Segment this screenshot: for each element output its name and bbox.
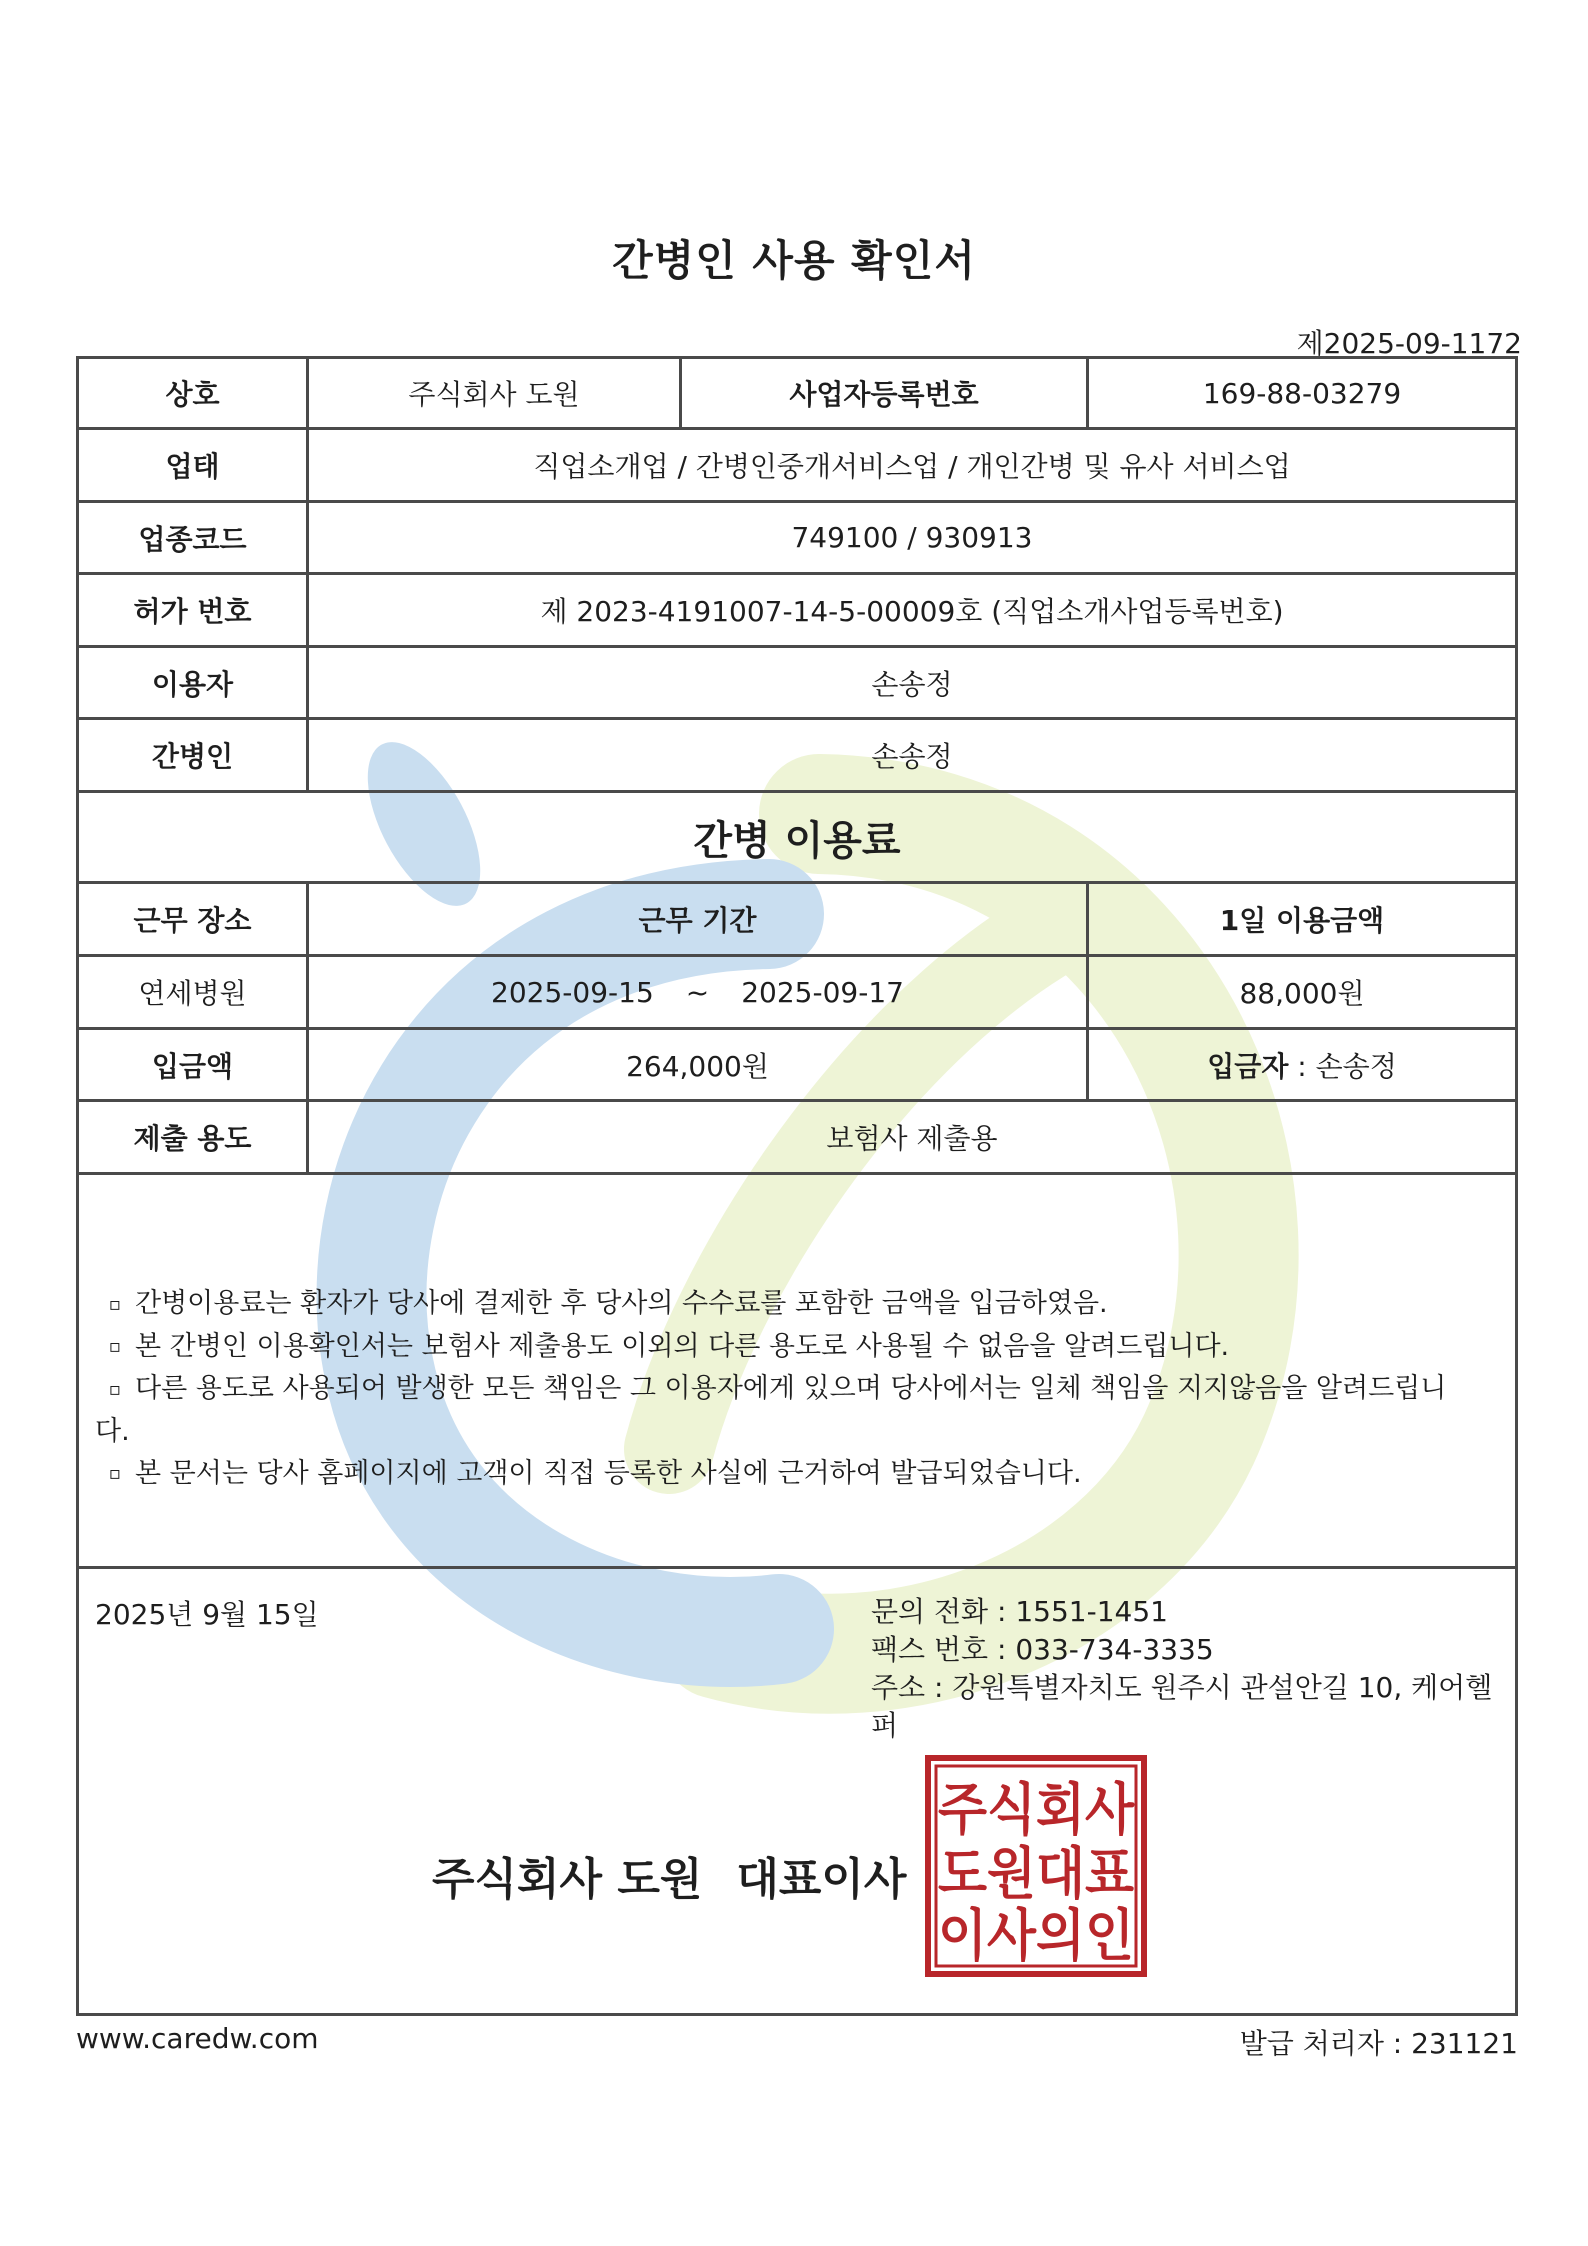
period-label: 근무 기간 (309, 884, 1089, 954)
period-separator: ~ (685, 975, 710, 1009)
depositor-value: : 손송정 (1288, 1049, 1397, 1083)
row-purpose (79, 1102, 1515, 1175)
row-user (79, 648, 1515, 720)
business-label: 업태 (79, 430, 309, 500)
issue-date: 2025년 9월 15일 (95, 1598, 319, 1631)
place-value: 연세병원 (79, 957, 309, 1027)
row-fee-title (79, 793, 1515, 884)
notes-section (79, 1175, 1515, 1569)
svg-text:이사의인: 이사의인 (938, 1904, 1134, 1969)
note-item: ▫ 간병이용료는 환자가 당사에 결제한 후 당사의 수수료를 포함한 금액을 입금하였음. (95, 1283, 1501, 1326)
deposit-value: 264,000원 (309, 1030, 1089, 1099)
square-bullet-icon: ▫ (108, 1336, 122, 1357)
caregiver-label: 간병인 (79, 720, 309, 790)
square-bullet-icon: ▫ (108, 1463, 122, 1484)
daily-value: 88,000원 (1239, 977, 1365, 1010)
period-value (309, 957, 1089, 1027)
permit-value: 제 2023-4191007-14-5-00009호 (직업소개사업등록번호) (540, 595, 1284, 628)
row-company (79, 359, 1515, 430)
user-label: 이용자 (79, 648, 309, 717)
depositor (1089, 1030, 1515, 1099)
user-value: 손송정 (871, 667, 953, 701)
ceo-title: 대표이사 (736, 1854, 907, 1905)
company-value: 주식회사 도원 (309, 359, 682, 427)
caregiver-value: 손송정 (871, 740, 953, 773)
company-name: 주식회사 도원 (432, 1854, 703, 1905)
row-fee-header (79, 884, 1515, 957)
deposit-label: 입금액 (79, 1030, 309, 1099)
bizno-value: 169-88-03279 (1202, 376, 1402, 410)
row-permit (79, 575, 1515, 648)
business-value: 직업소개업 / 간병인중개서비스업 / 개인간병 및 유사 서비스업 (533, 450, 1291, 483)
svg-text:주식회사: 주식회사 (938, 1778, 1135, 1843)
place-label: 근무 장소 (79, 884, 309, 954)
company-signature (432, 1843, 906, 1907)
square-bullet-icon: ▫ (108, 1378, 122, 1400)
daily-label: 1일 이용금액 (1219, 904, 1385, 937)
square-bullet-icon: ▫ (108, 1293, 122, 1315)
website-link[interactable]: www.caredw.com (76, 2022, 319, 2055)
row-code (79, 503, 1515, 575)
period-end: 2025-09-17 (741, 975, 904, 1009)
contact-info (871, 1593, 1515, 1745)
bizno-label: 사업자등록번호 (682, 359, 1089, 427)
purpose-label: 제출 용도 (79, 1102, 309, 1172)
svg-text:도원대표: 도원대표 (938, 1842, 1134, 1907)
fax: 팩스 번호 : 033-734-3335 (871, 1633, 1214, 1666)
period-start: 2025-09-15 (491, 975, 654, 1009)
phone: 문의 전화 : 1551-1451 (871, 1595, 1168, 1628)
fee-section-title: 간병 이용료 (693, 817, 901, 864)
code-value: 749100 / 930913 (791, 521, 1033, 554)
depositor-label: 입금자 (1207, 1049, 1289, 1083)
company-seal (925, 1755, 1147, 1977)
permit-label: 허가 번호 (79, 575, 309, 645)
row-deposit (79, 1030, 1515, 1102)
document-number: 제2025-09-1172 (1296, 327, 1522, 360)
note-item-continued: 다. (95, 1415, 130, 1447)
issuer-id: 발급 처리자 : 231121 (1239, 2027, 1518, 2060)
note-item: ▫ 본 문서는 당사 홈페이지에 고객이 직접 등록한 사실에 근거하여 발급되었습니다. (95, 1453, 1501, 1496)
purpose-value: 보험사 제출용 (826, 1122, 998, 1155)
certificate-frame (76, 356, 1518, 2016)
row-fee-values (79, 957, 1515, 1030)
company-label: 상호 (79, 359, 309, 427)
note-item: ▫ 본 간병인 이용확인서는 보험사 제출용도 이외의 다른 용도로 사용될 수 없음을 알려드립니다. (95, 1326, 1501, 1369)
row-caregiver (79, 720, 1515, 793)
note-item: ▫ 다른 용도로 사용되어 발생한 모든 책임은 그 이용자에게 있으며 당사에서는 일체 책임을 지지않음을 알려드립니 (95, 1368, 1501, 1411)
address: 주소 : 강원특별자치도 원주시 관설안길 10, 케어헬퍼 (871, 1671, 1493, 1742)
row-business (79, 430, 1515, 503)
code-label: 업종코드 (79, 503, 309, 572)
document-title: 간병인 사용 확인서 (612, 236, 976, 285)
